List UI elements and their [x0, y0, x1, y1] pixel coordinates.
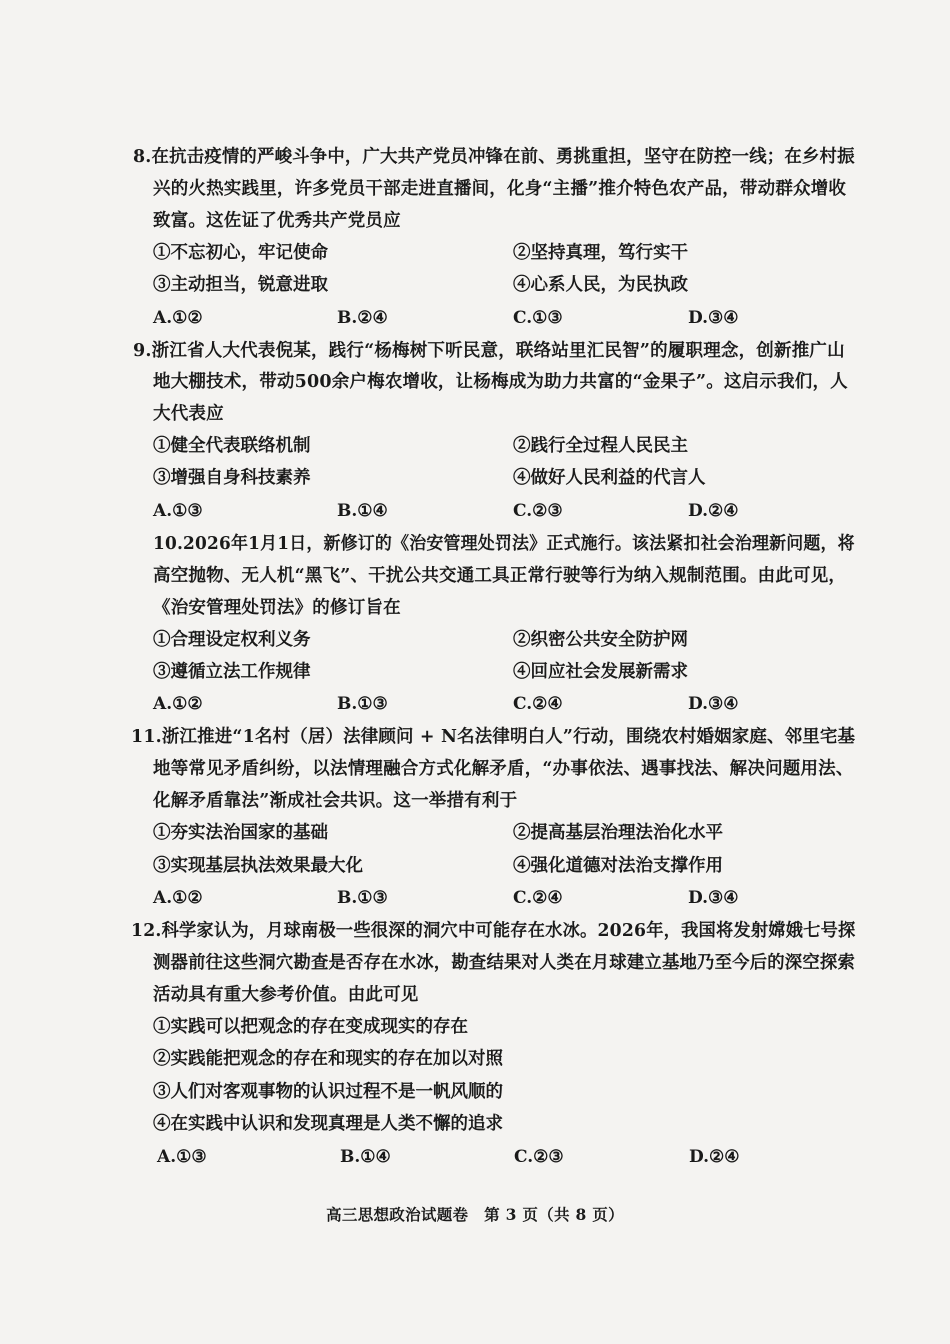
question-text-line: 地等常见矛盾纠纷，以法情理融合方式化解矛盾，“办事依法、遇事找法、解决问题用法、: [153, 759, 854, 779]
option-2: ②践行全过程人民民主: [513, 436, 688, 456]
answer-choice-b: B.②④: [337, 308, 388, 328]
option-1: ①不忘初心，牢记使命: [153, 243, 328, 263]
option-3: ③人们对客观事物的认识过程不是一帆风顺的: [153, 1082, 503, 1102]
question-text-line: 9.浙江省人大代表倪某，践行“杨梅树下听民意，联络站里汇民智”的履职理念，创新推广山: [133, 341, 845, 361]
answer-choice-c: C.②③: [514, 1147, 564, 1167]
question-text-line: 大代表应: [153, 404, 224, 424]
answer-choice-a: A.①③: [153, 501, 203, 521]
question-text-line: 10.2026年1月1日，新修订的《治安管理处罚法》正式施行。该法紧扣社会治理新问题，将: [153, 534, 855, 554]
question-text-line: 兴的火热实践里，许多党员干部走进直播间，化身“主播”推介特色农产品，带动群众增收: [153, 179, 847, 199]
answer-choice-c: C.②③: [513, 501, 563, 521]
answer-choice-d: D.③④: [688, 694, 739, 714]
option-1: ①夯实法治国家的基础: [153, 823, 328, 843]
question-text-line: 12.科学家认为，月球南极一些很深的洞穴中可能存在水冰。2026年，我国将发射嫦娥七号探: [131, 921, 856, 941]
question-text-line: 化解矛盾靠法”渐成社会共识。这一举措有利于: [153, 791, 518, 811]
answer-choice-b: B.①④: [340, 1147, 391, 1167]
answer-choice-d: D.②④: [688, 501, 739, 521]
question-text-line: 致富。这佐证了优秀共产党员应: [153, 211, 401, 231]
option-3: ③实现基层执法效果最大化: [153, 856, 363, 876]
option-2: ②织密公共安全防护网: [513, 630, 688, 650]
page-footer: 高三思想政治试题卷 第 3 页（共 8 页）: [326, 1205, 624, 1224]
answer-choice-a: A.①②: [153, 888, 203, 908]
question-text-line: 11.浙江推进“1名村（居）法律顾问 + N名法律明白人”行动，围绕农村婚姻家庭、邻里宅基: [131, 727, 856, 747]
option-1: ①合理设定权利义务: [153, 630, 311, 650]
option-4: ④在实践中认识和发现真理是人类不懈的追求: [153, 1114, 503, 1134]
option-3: ③遵循立法工作规律: [153, 662, 311, 682]
option-4: ④做好人民利益的代言人: [513, 468, 706, 488]
option-4: ④心系人民，为民执政: [513, 275, 688, 295]
answer-choice-d: D.③④: [688, 308, 739, 328]
answer-choice-b: B.①③: [337, 888, 388, 908]
option-1: ①实践可以把观念的存在变成现实的存在: [153, 1017, 468, 1037]
answer-choice-a: A.①②: [153, 308, 203, 328]
question-text-line: 高空抛物、无人机“黑飞”、干扰公共交通工具正常行驶等行为纳入规制范围。由此可见，: [153, 566, 847, 586]
option-4: ④回应社会发展新需求: [513, 662, 688, 682]
option-3: ③主动担当，锐意进取: [153, 275, 328, 295]
option-4: ④强化道德对法治支撑作用: [513, 856, 723, 876]
option-1: ①健全代表联络机制: [153, 436, 311, 456]
question-text-line: 《治安管理处罚法》的修订旨在: [153, 598, 401, 618]
answer-choice-c: C.②④: [513, 888, 563, 908]
answer-choice-b: B.①③: [337, 694, 388, 714]
option-2: ②提高基层治理法治化水平: [513, 823, 723, 843]
question-text-line: 地大棚技术，带动500余户梅农增收，让杨梅成为助力共富的“金果子”。这启示我们，人: [153, 372, 848, 392]
answer-choice-a: A.①③: [157, 1147, 207, 1167]
answer-choice-c: C.①③: [513, 308, 563, 328]
question-text-line: 测器前往这些洞穴勘查是否存在水冰，勘查结果对人类在月球建立基地乃至今后的深空探索: [153, 953, 855, 973]
question-text-line: 活动具有重大参考价值。由此可见: [153, 985, 419, 1005]
question-text-line: 8.在抗击疫情的严峻斗争中，广大共产党员冲锋在前、勇挑重担，坚守在防控一线；在乡村振: [133, 147, 855, 167]
answer-choice-b: B.①④: [337, 501, 388, 521]
answer-choice-d: D.③④: [688, 888, 739, 908]
answer-choice-d: D.②④: [689, 1147, 740, 1167]
option-3: ③增强自身科技素养: [153, 468, 311, 488]
answer-choice-a: A.①②: [153, 694, 203, 714]
answer-choice-c: C.②④: [513, 694, 563, 714]
option-2: ②坚持真理，笃行实干: [513, 243, 688, 263]
option-2: ②实践能把观念的存在和现实的存在加以对照: [153, 1049, 503, 1069]
